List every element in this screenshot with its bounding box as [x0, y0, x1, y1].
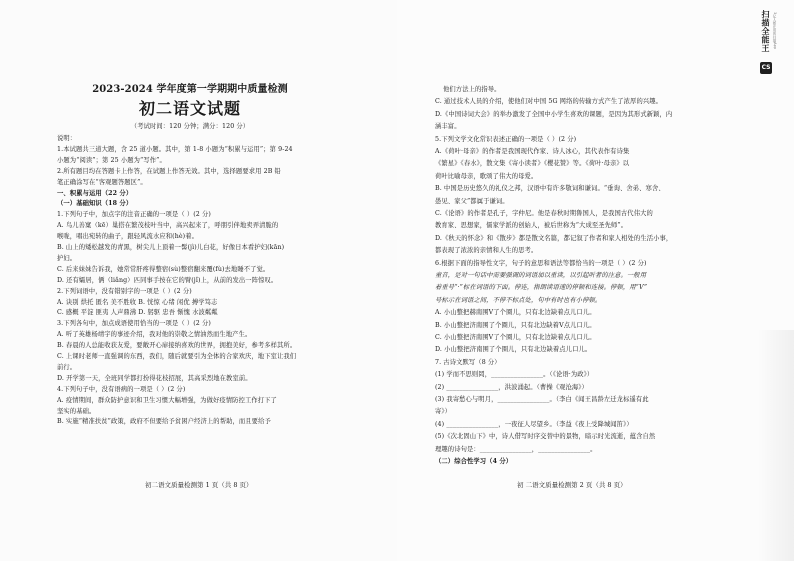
page-2-line: (3) 我寄愁心与明月，________________。（李白《闻王昌龄左迁龙标遥有此 — [435, 396, 649, 403]
page-2-line: D.《中国诗词大会》的举办激发了全国中小学生喜欢的课题，是因为其形式新颖，内 — [435, 110, 673, 118]
page-2-line: (5)《次北固山下》中，诗人借写时序交替中的景物，暗示时光流逝，蕴含自然 — [435, 433, 656, 441]
page-1-line: D. 开学第一天，全班同学都打扮得花枝招展，其高采烈地在教室前。 — [57, 374, 252, 382]
page-1-line: 小题为“阅读”；第 25 小题为“写作”。 — [57, 156, 166, 164]
page-1-line: B. 实施“精准扶贫”政策，政府不但要给予贫困户经济上的帮助，而且要给予 — [57, 418, 271, 426]
page-1-line: C. 感概 平淀 匪夷 人声鼎沸 D. 躬驱 忠吾 惭愧 水波粼粼 — [57, 309, 218, 317]
page-2-line: C. 小山整把济南围V了个圈儿，只有北边缺着点儿口儿。 — [435, 334, 596, 341]
page-2-line: 7. 古诗文默写（8 分） — [435, 358, 501, 366]
page-1-line: A. 鸟儿善窠（kē）巢搭在繁茂枝叶当中，高兴起来了，呼朋引伴地卖弄清脆的 — [57, 222, 279, 230]
page-2-line: (1) 学而不思则罔，________________。（《论语·为政》） — [435, 371, 594, 379]
page-2-line: C.《论语》的作者是孔子，字仲尼。他是春秋时期鲁国人，是我国古代伟大的 — [435, 210, 653, 217]
page-1-line: D. 还有孀居，俩（liǎng）匹同事手按在它的臂(jǐ)上，从前的发出一阵惊叹。 — [57, 276, 278, 284]
page-2-line: 愚见、家父”都属于谦词。 — [435, 197, 509, 205]
page-2-line: 《繁星》《春水》，散文集《寄小读者》《樱花赞》等。《荷叶·母亲》以 — [435, 160, 630, 168]
page-2-line: 教育家、思想家，儒家学派的创始人，被后世称为“大成至圣先师”。 — [435, 222, 628, 230]
page-1-line: C. 上课时老师一直强调的东西，我们，随后就要引为全体的合家欢庆，地下室让我们 — [57, 353, 297, 360]
page-1-line: 2.下列词语中，没有错别字的一项是（ ）(2 分) — [57, 287, 192, 295]
page-1-line: 说明： — [57, 135, 77, 142]
page-1-line: 3.下列各句中，加点成语使用恰当的一项是（ ）(2 分) — [57, 320, 211, 328]
page-2-line: 荷叶比喻母亲，歌颂了伟大的母爱。 — [435, 172, 538, 180]
page-1-line: 笔正确涂写在“客观题答题区”。 — [57, 178, 147, 186]
page-1-line: 2.所有题目均在答题卡上作答，在试题上作答无效。其中，选择题要求用 2B 铅 — [57, 167, 281, 175]
page-2-line: A. 小山整把赫南围V了个圈儿，只有北边缺着点儿口儿。 — [435, 309, 596, 317]
exam-page-2 — [397, 0, 794, 561]
page-2-line: 童音，是对一句话中需要强调的词语加以重读，以引起听者的注意。一般用 — [435, 272, 647, 279]
exam-info: （考试时间：120 分钟；满分：120 分） — [130, 123, 250, 130]
page-1-line: 护妇。 — [57, 254, 77, 262]
page-2-line: 都表现了浓浓的亲情和人生的思考。 — [435, 247, 538, 255]
page-2-line: A.《荷叶·母亲》的作者是我国现代作家、诗人冰心，其代表作有诗集 — [435, 148, 630, 155]
page-2-line: B. 小山整把济南围了个圈儿，只有北边缺着V点儿口儿。 — [435, 321, 596, 329]
page-1-line: 喉咙，唱出宛转的曲子，跟轻风流水应和(hè)着。 — [57, 233, 199, 241]
page-2-line: B. 中国是历史悠久的礼仪之邦，汉语中有许多敬词和谦词。“垂询、舍弟、寒舍、 — [435, 185, 665, 193]
page-2-line: D.《秋天的怀念》和《散步》都是散文名篇，都记叙了作者和家人相处的生活小事， — [435, 234, 673, 242]
page-1-line: 坚实的基础。 — [57, 407, 96, 415]
page-2-footer: 初 二语文质量检测第 2 页（共 8 页） — [517, 481, 627, 489]
page-2-line: 5.下列文学文化常识表述正确的一项是（ ）(2 分) — [435, 135, 577, 143]
page-2-line: 着重号“·”标在词语的下面。停连，指朗读语速的停顿和连接。停顿，用“V” — [435, 284, 648, 292]
page-1-line: B. 山上的矮松越发的青黑，树尖儿上顶着一髻(jì)儿白花，好像日本看护妇(kān) — [57, 244, 285, 251]
page-1-line: C. 后来妹妹告诉我，她常常肝疼得整宿(sù)整宿翻来覆(fù)去地睡不了觉。 — [57, 265, 270, 273]
page-2-line: (4) ________________，一夜征人尽望乡。（李益《夜上受降城闻笛》） — [435, 420, 633, 428]
page-2-line: 他们方法上的指导。 — [443, 86, 501, 93]
page-2-line: D. 小山整把济南围了个圈儿，只有北边缺着点儿口儿。 — [435, 346, 592, 354]
page-2-line: C. 通过技术人员的介绍，使他们对中国 5G 网络的传输方式产生了浓厚的兴趣。 — [435, 98, 663, 106]
page-1-line: 1.本试题共三道大题，含 25 道小题。其中，第 1-8 小题为“积累与运用”；第 9-24 — [57, 145, 293, 153]
page-2-line: 号标示在词语之间，不停不标点处，句中有时也有小停顿。 — [435, 296, 602, 304]
page-2-line: 涵丰富。 — [435, 123, 461, 131]
page-1-line: （一）基础知识（18 分） — [57, 200, 133, 208]
exam-year-header: 2023-2024 学年度第一学期期中质量检测 — [92, 84, 288, 95]
page-1-line: A. 诀别 烘托 匿名 美不胜收 B. 恍惊 心绪 闲优 搏学笃志 — [57, 298, 218, 306]
page-1-footer: 初二语文质量检测第 1 页（共 8 页） — [145, 481, 253, 489]
scanner-brand-name: 扫描全能王 — [761, 10, 770, 53]
page-2-line: 理趣的诗句是：________________，________________。 — [435, 445, 597, 453]
page-1-line: A. 疫情期间，群众防护意识和卫生习惯大幅增强，为做好疫情防控工作打下了 — [57, 396, 277, 404]
page-1-line: 一、积累与运用（22 分） — [57, 189, 133, 197]
exam-title: 初二语文试题 — [138, 99, 241, 118]
page-1-line: A. 听了英雄杨靖宇的事迹介绍，我对他的崇敬之情油然而生地产生。 — [57, 331, 252, 339]
page-2-line: 6.根据下面的指导性文字，句子的意思和语法等都恰当的一项是（ ）(2 分) — [435, 259, 647, 267]
scan-shadow — [757, 330, 794, 561]
page-1-line: 前行。 — [57, 363, 77, 371]
page-1-line: 4.下列句子中，没有语病的一项是（ ）(2 分) — [57, 385, 186, 393]
page-1-line: B. 春晨的人总能收获友爱，要敞开心扉接纳喜欢的世界，拥抱美好，参考多样其所。 — [57, 342, 297, 350]
camscanner-logo-icon: CS — [760, 62, 772, 74]
page-2-line: (2) ________________，洪波涌起。（曹操《观沧海》） — [435, 383, 588, 391]
scanner-watermark — [758, 10, 786, 80]
page-2-line: （二）综合性学习（4 分） — [435, 458, 513, 465]
scanner-brand-subtitle: 3亿人都在用的扫描App — [773, 12, 777, 50]
page-2-line: 寄》） — [435, 408, 452, 416]
page-1-line: 1.下列句子中，加点字的注音正确的一项是（ ）(2 分) — [57, 211, 211, 219]
